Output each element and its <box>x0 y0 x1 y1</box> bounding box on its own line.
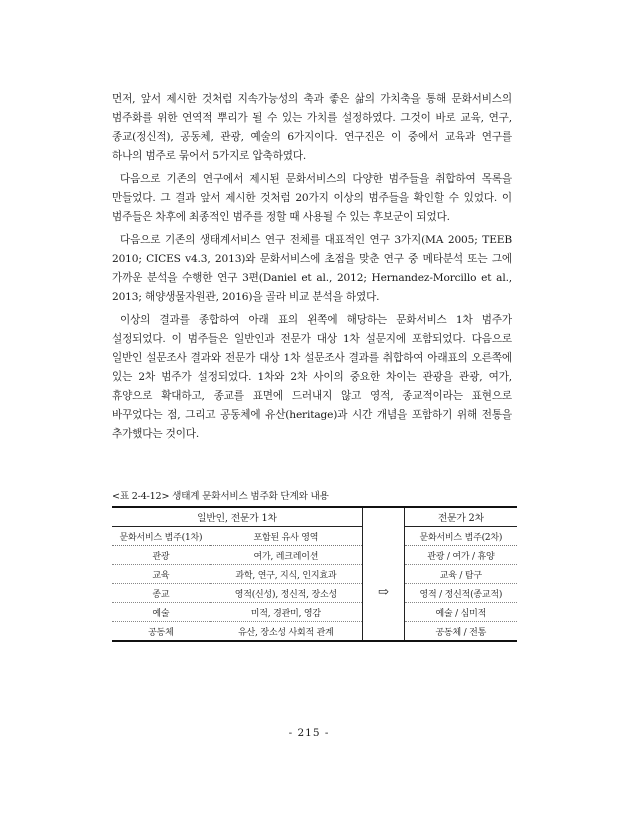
page-number: - 215 - <box>288 727 330 739</box>
body-text <box>112 90 512 448</box>
right-group-header: 전문가 2차 <box>404 507 517 527</box>
right-arrow-icon: ⇨ <box>377 585 389 601</box>
cell-category-2: 예술 / 심미적 <box>404 603 517 622</box>
arrow-column <box>362 527 404 546</box>
cell-similar-areas: 영적(신성), 정신적, 장소성 <box>210 584 363 603</box>
table-row <box>112 603 517 622</box>
table-row <box>112 622 517 642</box>
category-table <box>112 506 517 642</box>
cell-similar-areas: 과학, 연구, 지식, 인지효과 <box>210 565 363 584</box>
paragraph-1: 먼저, 앞서 제시한 것처럼 지속가능성의 축과 좋은 삶의 가치축을 통해 문화서비스의 범주화를 위한 연역적 뿌리가 될 수 있는 가치를 설정하였다. 그것이 바로 교육, 연구, 종교(정신적), 공동체, 관광, 예술의 6가지이다. 연구진은 이 중에서 교육과 연구를 하나의 범주로 묶어서 5가지로 압축하였다. <box>112 93 512 162</box>
cell-similar-areas: 여가, 레크레이션 <box>210 546 363 565</box>
col-header-similar-areas: 포함된 유사 영역 <box>210 527 363 546</box>
table-caption: <표 2-4-12> 생태계 문화서비스 범주화 단계와 내용 <box>112 491 329 502</box>
cell-category-1: 종교 <box>112 584 210 603</box>
table-row <box>112 546 517 565</box>
col-header-category-1: 문화서비스 범주(1차) <box>112 527 210 546</box>
paragraph-4: 이상의 결과를 종합하여 아래 표의 왼쪽에 해당하는 문화서비스 1차 범주가 설정되었다. 이 범주들은 일반인과 전문가 대상 1차 설문지에 포함되었다. 다음으로 일반인 설문조사 결과와 전문가 대상 1차 설문조사 결과를 취합하여 아래표의 오른쪽에 있는 2차 범주가 설정되었다. 1차와 2차 사이의 중요한 차이는 관광을 관광, 여가, 휴양으로 확대하고, 종교를 표면에 드러내지 않고 영적, 종교적이라는 표현으로 바꾸었다는 점, 그리고 공동체에 유산(heritage)과 시간 개념을 포함하기 위해 전통을 추가했다는 것이다. <box>112 314 512 440</box>
cell-similar-areas: 유산, 장소성 사회적 관계 <box>238 627 334 638</box>
cell-category-2: 공동체 / 전통 <box>435 627 487 638</box>
paragraph-3: 다음으로 기존의 생태계서비스 연구 전체를 대표적인 연구 3가지(MA 2005; TEEB 2010; CICES v4.3, 2013)와 문화서비스에 초점을 맞춘 연구 중 메타분석 또는 그에 가까운 분석을 수행한 연구 3편(Daniel et al., 2012; Hernandez-Morcillo et al., 2013; 해양생물자원관, 2016)을 골라 비교 분석을 하였다. <box>112 234 512 303</box>
cell-category-1: 공동체 <box>148 627 174 638</box>
table-subheader-row <box>112 527 517 546</box>
cell-category-2: 영적 / 정신적(종교적) <box>404 584 517 603</box>
arrow-cell <box>362 546 404 642</box>
cell-category-1: 예술 <box>112 603 210 622</box>
left-group-header: 일반인, 전문가 1차 <box>112 507 362 527</box>
cell-category-2: 관광 / 여가 / 휴양 <box>404 546 517 565</box>
table-row <box>112 584 517 603</box>
table-header-row <box>112 507 517 527</box>
col-header-category-2: 문화서비스 범주(2차) <box>404 527 517 546</box>
cell-similar-areas: 미적, 경관미, 영감 <box>210 603 363 622</box>
cell-category-1: 교육 <box>112 565 210 584</box>
arrow-column <box>362 507 404 527</box>
cell-category-1: 관광 <box>112 546 210 565</box>
cell-category-2: 교육 / 탐구 <box>404 565 517 584</box>
paragraph-2: 다음으로 기존의 연구에서 제시된 문화서비스의 다양한 범주들을 취합하여 목록을 만들었다. 그 결과 앞서 제시한 것처럼 20가지 이상의 범주들을 확인할 수 있었다. 이 범주들은 차후에 최종적인 범주를 정할 때 사용될 수 있는 후보군이 되었다. <box>112 173 512 223</box>
table-row <box>112 565 517 584</box>
